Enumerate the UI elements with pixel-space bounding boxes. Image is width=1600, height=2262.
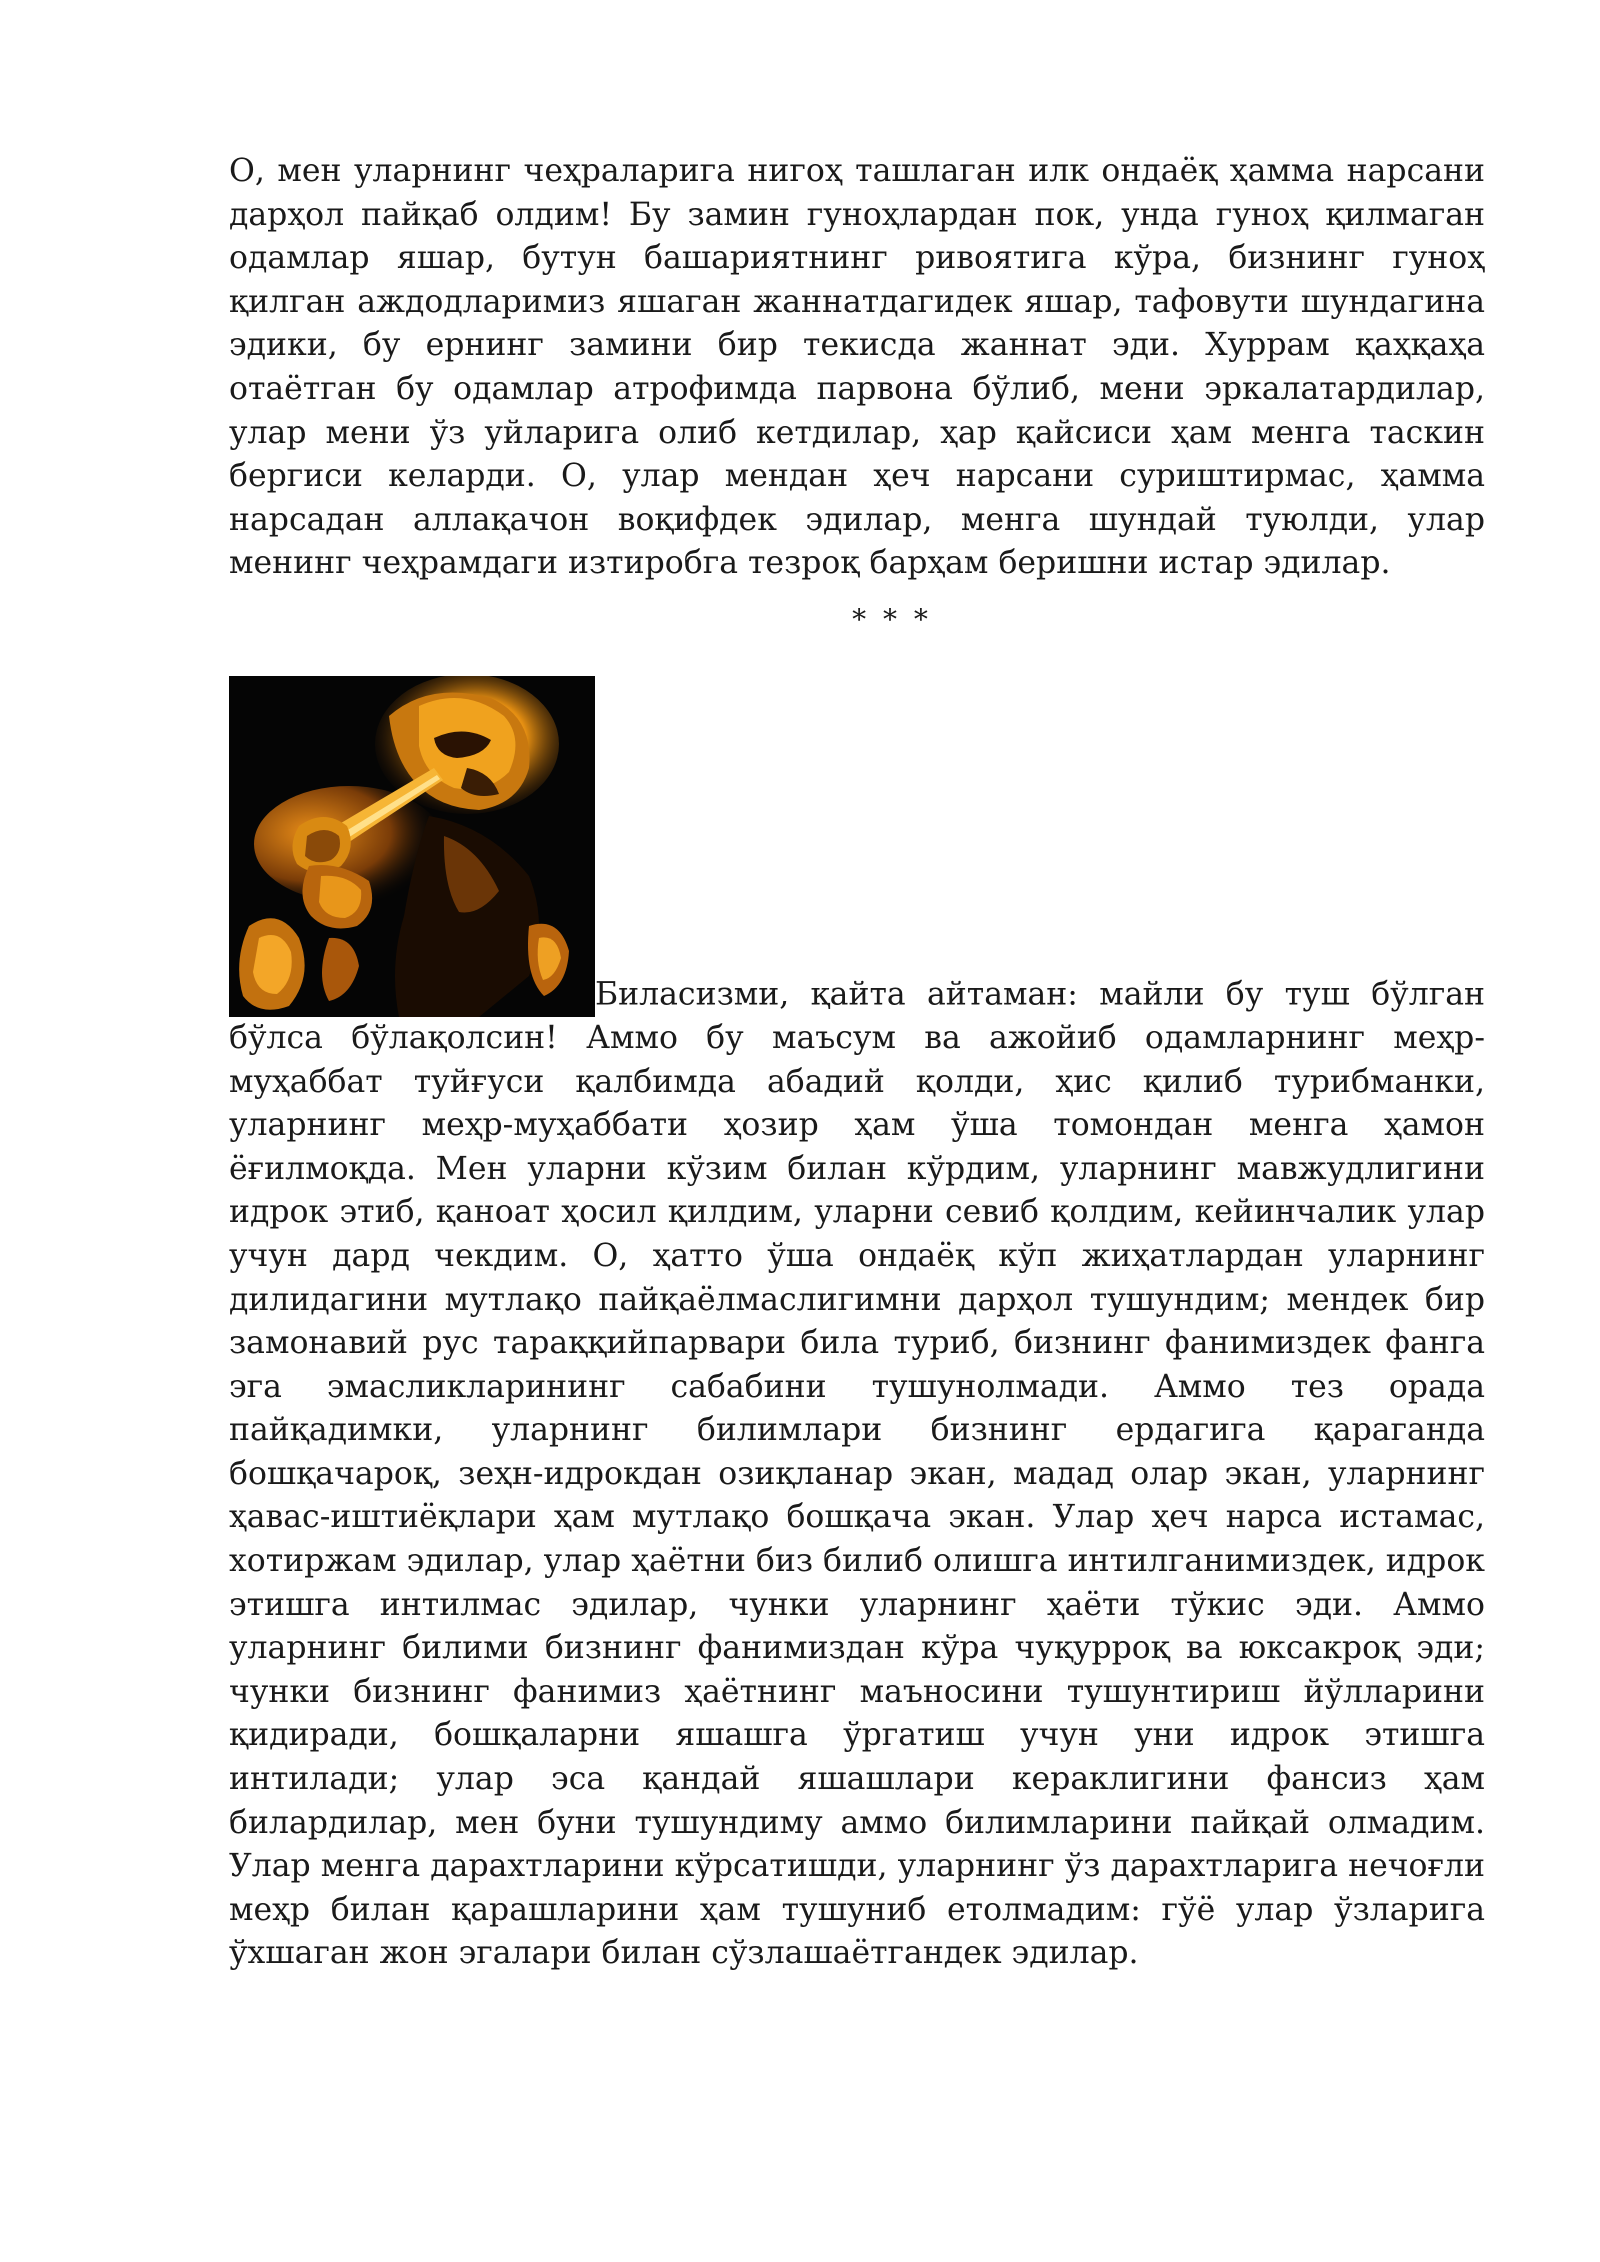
paragraph-1: О, мен уларнинг чеҳраларига нигоҳ ташлаган илк ондаёқ ҳамма нарсани дарҳол пайқаб олдим! Бу замин гуноҳлардан пок, унда гуноҳ қилмаган одамлар яшар, бутун башариятнинг ривоятига кўра, бизнинг гуноҳ қилган аждодларимиз яшаган жаннатдагидек яшар, тафовути шундагина эдики, бу ернинг замини бир текисда жаннат эди. Хуррам қаҳқаҳа отаётган бу одамлар атрофимда парвона бўлиб, мени эркалатардилар, улар мени ўз уйларига олиб кетдилар, ҳар қайсиси ҳам менга таскин бергиси келарди. О, улар мендан ҳеч нарсани суриштирмас, ҳамма нарсадан аллақачон воқифдек эдилар, менга шундай туюлди, улар менинг чеҳрамдаги изтиробга тезроқ барҳам беришни истар эдилар. <box>229 153 1485 582</box>
illustrated-section <box>229 676 1485 1976</box>
paragraph-2-text: Биласизми, қайта айтаман: майли бу туш бўлган бўлса бўлақолсин! Аммо бу маъсум ва ажойиб одамларнинг меҳр-муҳаббат туйғуси қалбимда абадий қолди, ҳис қилиб турибманки, уларнинг меҳр-муҳаббати ҳозир ҳам ўша томондан менга ҳамон ёғилмоқда. Мен уларни кўзим билан кўрдим, уларнинг мавжудлигини идрок этиб, қаноат ҳосил қилдим, уларни севиб қолдим, кейинчалик улар учун дард чекдим. О, ҳатто ўша ондаёқ кўп жиҳатлардан уларнинг дилидагини мутлақо пайқаёлмаслигимни дарҳол тушундим; мендек бир замонавий рус тараққийпарвари била туриб, бизнинг фанимиздек фанга эга эмасликларининг сабабини тушунолмади. Аммо тез орада пайқадимки, уларнинг билимлари бизнинг ердагига қараганда бошқачароқ, зеҳн-идрокдан озиқланар экан, мадад олар экан, уларнинг ҳавас-иштиёқлари ҳам мутлақо бошқача экан. Улар ҳеч нарса истамас, хотиржам эдилар, улар ҳаётни биз билиб олишга интилганимиздек, идрок этишга интилмас эдилар, чунки уларнинг ҳаёти тўкис эди. Аммо уларнинг билими бизнинг фанимиздан кўра чуқурроқ ва юксакроқ эди; чунки бизнинг фанимиз ҳаётнинг маъносини тушунтириш йўлларини қидиради, бошқаларни яшашга ўргатиш учун уни идрок этишга интилади; улар эса қандай яшашлари кераклигини фансиз ҳам билардилар, мен буни тушундиму аммо билимларини пайқай олмадим. Улар менга дарахтларини кўрсатишди, уларнинг ўз дарахтларига нечоғли меҳр билан қарашларини ҳам тушуниб етолмадим: гўё улар ўзларига ўхшаган жон эгалари билан сўзлашаётгандек эдилар. <box>229 976 1485 1972</box>
section-separator: * * * <box>852 602 932 636</box>
paragraph-2 <box>229 676 1485 1976</box>
revolver-figure-illustration <box>229 676 595 1017</box>
document-page <box>229 150 1485 1976</box>
